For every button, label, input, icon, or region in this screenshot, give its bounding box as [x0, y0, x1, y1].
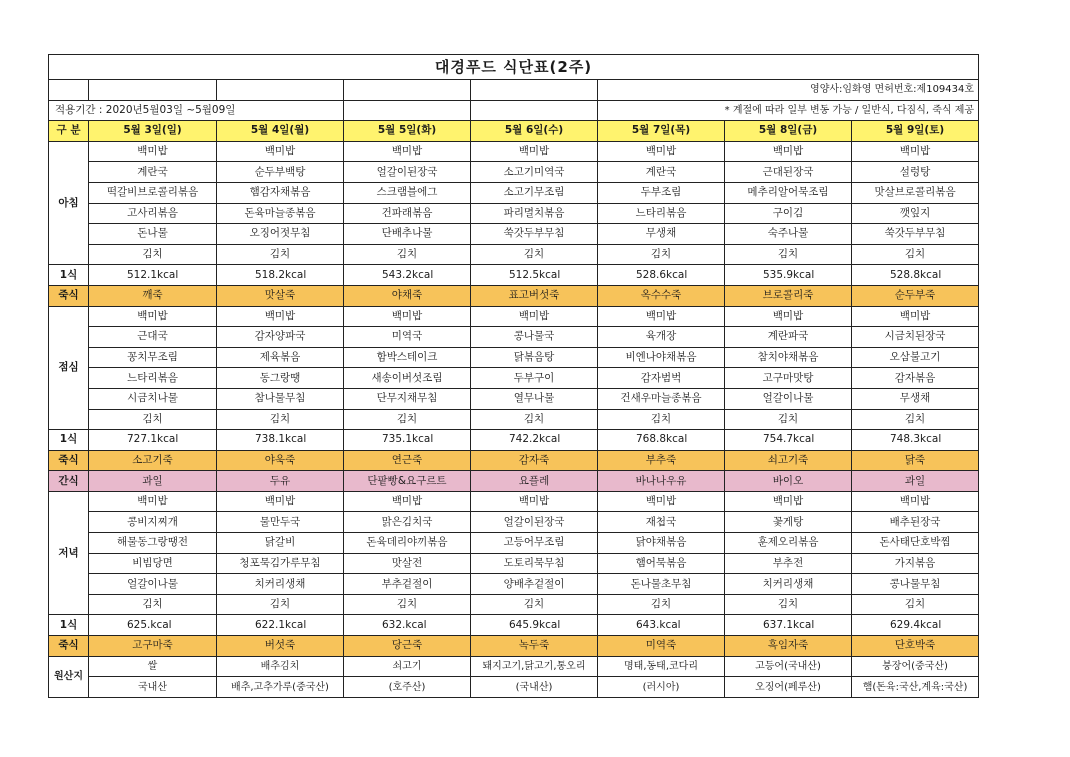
breakfast-row	[49, 182, 979, 203]
menu-item: 가지볶음	[852, 553, 979, 574]
porridge-item: 소고기죽	[89, 450, 217, 471]
menu-item: 비빔당면	[89, 553, 217, 574]
menu-item: 얼갈이나물	[89, 574, 217, 595]
menu-item: 고사리볶음	[89, 203, 217, 224]
snack-row	[49, 471, 979, 492]
lunch-label: 점심	[49, 306, 89, 430]
porridge-item: 녹두죽	[471, 636, 598, 657]
menu-item: 동그랑땡	[217, 368, 344, 389]
porridge-item: 버섯죽	[217, 636, 344, 657]
menu-item: 김치	[89, 594, 217, 615]
porridge-item: 순두부죽	[852, 285, 979, 306]
menu-item: 돈육마늘종볶음	[217, 203, 344, 224]
menu-item: 백미밥	[344, 141, 471, 162]
menu-item: 돈육데리야끼볶음	[344, 533, 471, 554]
menu-item: 메추리알어묵조림	[725, 182, 852, 203]
lunch-row	[49, 347, 979, 368]
breakfast-row	[49, 141, 979, 162]
origin-label: 원산지	[49, 656, 89, 697]
menu-item: 닭갈비	[217, 533, 344, 554]
menu-item: 백미밥	[344, 306, 471, 327]
menu-item: 스크램블에그	[344, 182, 471, 203]
nutritionist-info: 영양사:임화영 면허번호:제109434호	[598, 80, 979, 101]
snack-item: 두유	[217, 471, 344, 492]
menu-item: 백미밥	[852, 491, 979, 512]
menu-item: 돈나물초무침	[598, 574, 725, 595]
breakfast-kcal-row	[49, 265, 979, 286]
menu-item: 백미밥	[89, 306, 217, 327]
origin-item: 돼지고기,닭고기,통오리	[471, 656, 598, 677]
menu-item: 김치	[89, 409, 217, 430]
menu-item: 소고기무조림	[471, 182, 598, 203]
kcal-value: 637.1kcal	[725, 615, 852, 636]
snack-item: 요플레	[471, 471, 598, 492]
kcal-label: 1식	[49, 265, 89, 286]
menu-item: 얼갈이된장국	[344, 162, 471, 183]
menu-item: 백미밥	[471, 491, 598, 512]
menu-item: 건파래볶음	[344, 203, 471, 224]
snack-item: 과일	[89, 471, 217, 492]
menu-item: 순두부백탕	[217, 162, 344, 183]
menu-item: 물만두국	[217, 512, 344, 533]
snack-item: 과일	[852, 471, 979, 492]
menu-item: 청포묵김가루무침	[217, 553, 344, 574]
menu-item: 참나물무침	[217, 388, 344, 409]
menu-item: 백미밥	[725, 141, 852, 162]
menu-item: 김치	[725, 594, 852, 615]
menu-item: 참치야채볶음	[725, 347, 852, 368]
menu-item: 백미밥	[598, 306, 725, 327]
menu-item: 파리멸치볶음	[471, 203, 598, 224]
day-header: 5월 3일(일)	[89, 121, 217, 142]
meal-plan-table	[48, 54, 979, 698]
menu-item: 콩비지찌개	[89, 512, 217, 533]
menu-item: 계란국	[89, 162, 217, 183]
menu-item: 김치	[598, 244, 725, 265]
menu-item: 백미밥	[217, 141, 344, 162]
menu-item: 부추겉절이	[344, 574, 471, 595]
snack-item: 단팥빵&요구르트	[344, 471, 471, 492]
dinner-row	[49, 491, 979, 512]
day-header: 5월 4일(월)	[217, 121, 344, 142]
menu-item: 백미밥	[725, 306, 852, 327]
kcal-value: 528.6kcal	[598, 265, 725, 286]
menu-item: 백미밥	[471, 141, 598, 162]
porridge-item: 당근죽	[344, 636, 471, 657]
menu-item: 시금치된장국	[852, 327, 979, 348]
snack-item: 바이오	[725, 471, 852, 492]
porridge-item: 미역죽	[598, 636, 725, 657]
porridge-item: 감자죽	[471, 450, 598, 471]
menu-item: 김치	[725, 244, 852, 265]
menu-item: 소고기미역국	[471, 162, 598, 183]
dinner-row	[49, 594, 979, 615]
menu-item: 해물동그랑땡전	[89, 533, 217, 554]
page-title: 대경푸드 식단표(2주)	[49, 55, 979, 80]
menu-item: 김치	[852, 594, 979, 615]
menu-item: 감자볶음	[852, 368, 979, 389]
menu-item: 김치	[344, 409, 471, 430]
origin-row	[49, 677, 979, 698]
day-header: 5월 6일(수)	[471, 121, 598, 142]
menu-item: 김치	[471, 409, 598, 430]
origin-item: 명태,동태,코다리	[598, 656, 725, 677]
lunch-kcal-row	[49, 430, 979, 451]
porridge-item: 표고버섯죽	[471, 285, 598, 306]
origin-item: 배추김치	[217, 656, 344, 677]
dinner-porridge-row	[49, 636, 979, 657]
breakfast-row	[49, 203, 979, 224]
kcal-value: 512.1kcal	[89, 265, 217, 286]
origin-item: 쌀	[89, 656, 217, 677]
period-text: 적용기간 : 2020년5월03일 ~5월09일	[49, 100, 344, 121]
menu-item: 백미밥	[852, 141, 979, 162]
breakfast-label: 아침	[49, 141, 89, 265]
origin-item: 오징어(페루산)	[725, 677, 852, 698]
menu-item: 육개장	[598, 327, 725, 348]
menu-item: 닭야채볶음	[598, 533, 725, 554]
menu-item: 백미밥	[852, 306, 979, 327]
menu-item: 양배추겉절이	[471, 574, 598, 595]
menu-item: 맛살브로콜리볶음	[852, 182, 979, 203]
porridge-item: 단호박죽	[852, 636, 979, 657]
porridge-label: 죽식	[49, 636, 89, 657]
menu-item: 오징어젓무침	[217, 224, 344, 245]
kcal-value: 632.kcal	[344, 615, 471, 636]
kcal-value: 543.2kcal	[344, 265, 471, 286]
menu-item: 느타리볶음	[598, 203, 725, 224]
snack-label: 간식	[49, 471, 89, 492]
dinner-row	[49, 574, 979, 595]
menu-item: 치커리생채	[725, 574, 852, 595]
menu-item: 맑은김치국	[344, 512, 471, 533]
menu-item: 숙주나물	[725, 224, 852, 245]
origin-item: (국내산)	[471, 677, 598, 698]
menu-item: 열무나물	[471, 388, 598, 409]
menu-item: 쑥갓두부무침	[471, 224, 598, 245]
menu-item: 닭볶음탕	[471, 347, 598, 368]
origin-item: 배추,고추가루(중국산)	[217, 677, 344, 698]
porridge-label: 죽식	[49, 450, 89, 471]
kcal-value: 643.kcal	[598, 615, 725, 636]
kcal-value: 727.1kcal	[89, 430, 217, 451]
menu-item: 김치	[852, 409, 979, 430]
lunch-row	[49, 388, 979, 409]
menu-item: 배추된장국	[852, 512, 979, 533]
menu-item: 김치	[344, 594, 471, 615]
origin-item: 쇠고기	[344, 656, 471, 677]
menu-item: 훈제오리볶음	[725, 533, 852, 554]
menu-item: 콩나물무침	[852, 574, 979, 595]
porridge-item: 연근죽	[344, 450, 471, 471]
menu-item: 치커리생채	[217, 574, 344, 595]
menu-item: 맛살전	[344, 553, 471, 574]
dinner-label: 저녁	[49, 491, 89, 615]
kcal-value: 735.1kcal	[344, 430, 471, 451]
menu-item: 계란파국	[725, 327, 852, 348]
menu-item: 얼갈이된장국	[471, 512, 598, 533]
breakfast-row	[49, 224, 979, 245]
kcal-value: 528.8kcal	[852, 265, 979, 286]
origin-item: 국내산	[89, 677, 217, 698]
menu-item: 깻잎지	[852, 203, 979, 224]
menu-item: 부추전	[725, 553, 852, 574]
menu-item: 돈사태단호박찜	[852, 533, 979, 554]
menu-item: 백미밥	[598, 141, 725, 162]
dinner-row	[49, 553, 979, 574]
kcal-value: 535.9kcal	[725, 265, 852, 286]
menu-item: 근대국	[89, 327, 217, 348]
breakfast-porridge-row	[49, 285, 979, 306]
menu-item: 떡갈비브로콜리볶음	[89, 182, 217, 203]
menu-item: 얼갈이나물	[725, 388, 852, 409]
lunch-row	[49, 409, 979, 430]
menu-item: 김치	[217, 594, 344, 615]
menu-item: 백미밥	[217, 306, 344, 327]
menu-item: 도토리묵무침	[471, 553, 598, 574]
origin-item: 고등어(국내산)	[725, 656, 852, 677]
menu-item: 햄감자채볶음	[217, 182, 344, 203]
day-header: 5월 5일(화)	[344, 121, 471, 142]
menu-item: 꽃게탕	[725, 512, 852, 533]
menu-item: 김치	[852, 244, 979, 265]
porridge-item: 브로콜리죽	[725, 285, 852, 306]
menu-item: 미역국	[344, 327, 471, 348]
origin-item: 햄(돈육:국산,계육:국산)	[852, 677, 979, 698]
snack-item: 바나나우유	[598, 471, 725, 492]
kcal-value: 754.7kcal	[725, 430, 852, 451]
menu-item: 두부구이	[471, 368, 598, 389]
menu-item: 돈나물	[89, 224, 217, 245]
menu-item: 김치	[598, 594, 725, 615]
menu-item: 햄어묵볶음	[598, 553, 725, 574]
kcal-label: 1식	[49, 430, 89, 451]
porridge-item: 쇠고기죽	[725, 450, 852, 471]
lunch-row	[49, 368, 979, 389]
porridge-label: 죽식	[49, 285, 89, 306]
porridge-item: 야욱죽	[217, 450, 344, 471]
menu-item: 구이김	[725, 203, 852, 224]
menu-item: 단무지채무침	[344, 388, 471, 409]
menu-item: 두부조림	[598, 182, 725, 203]
menu-item: 김치	[471, 594, 598, 615]
lunch-row	[49, 327, 979, 348]
menu-item: 함박스테이크	[344, 347, 471, 368]
porridge-item: 옥수수죽	[598, 285, 725, 306]
kcal-value: 629.4kcal	[852, 615, 979, 636]
day-header: 5월 9일(토)	[852, 121, 979, 142]
porridge-item: 닭죽	[852, 450, 979, 471]
menu-item: 백미밥	[471, 306, 598, 327]
menu-item: 감자양파국	[217, 327, 344, 348]
kcal-value: 512.5kcal	[471, 265, 598, 286]
menu-item: 무생채	[598, 224, 725, 245]
porridge-item: 야채죽	[344, 285, 471, 306]
menu-item: 근대된장국	[725, 162, 852, 183]
menu-item: 김치	[89, 244, 217, 265]
menu-item: 백미밥	[598, 491, 725, 512]
menu-item: 느타리볶음	[89, 368, 217, 389]
porridge-item: 깨죽	[89, 285, 217, 306]
origin-item: (러시아)	[598, 677, 725, 698]
origin-item: 붕장어(중국산)	[852, 656, 979, 677]
menu-sheet	[48, 54, 978, 698]
menu-item: 김치	[344, 244, 471, 265]
kcal-value: 622.1kcal	[217, 615, 344, 636]
kcal-value: 742.2kcal	[471, 430, 598, 451]
menu-item: 쑥갓두부무침	[852, 224, 979, 245]
menu-item: 백미밥	[725, 491, 852, 512]
kcal-value: 625.kcal	[89, 615, 217, 636]
day-header: 5월 7일(목)	[598, 121, 725, 142]
breakfast-row	[49, 244, 979, 265]
menu-item: 백미밥	[89, 491, 217, 512]
category-header: 구 분	[49, 121, 89, 142]
menu-item: 백미밥	[217, 491, 344, 512]
menu-item: 제육볶음	[217, 347, 344, 368]
day-header: 5월 8일(금)	[725, 121, 852, 142]
dinner-row	[49, 533, 979, 554]
porridge-item: 흑임자죽	[725, 636, 852, 657]
menu-item: 건새우마늘종볶음	[598, 388, 725, 409]
menu-item: 김치	[471, 244, 598, 265]
menu-item: 고구마맛탕	[725, 368, 852, 389]
origin-row	[49, 656, 979, 677]
menu-item: 김치	[725, 409, 852, 430]
menu-item: 오삼불고기	[852, 347, 979, 368]
kcal-value: 768.8kcal	[598, 430, 725, 451]
kcal-value: 645.9kcal	[471, 615, 598, 636]
header-row	[49, 121, 979, 142]
kcal-value: 518.2kcal	[217, 265, 344, 286]
dinner-row	[49, 512, 979, 533]
menu-item: 김치	[598, 409, 725, 430]
menu-item: 계란국	[598, 162, 725, 183]
origin-item: (호주산)	[344, 677, 471, 698]
lunch-porridge-row	[49, 450, 979, 471]
menu-item: 꽁치무조림	[89, 347, 217, 368]
menu-item: 김치	[217, 409, 344, 430]
menu-item: 김치	[217, 244, 344, 265]
dinner-kcal-row	[49, 615, 979, 636]
menu-item: 시금치나물	[89, 388, 217, 409]
menu-item: 설렁탕	[852, 162, 979, 183]
porridge-item: 부추죽	[598, 450, 725, 471]
porridge-item: 고구마죽	[89, 636, 217, 657]
menu-item: 콩나물국	[471, 327, 598, 348]
menu-item: 감자범벅	[598, 368, 725, 389]
menu-item: 비엔나야채볶음	[598, 347, 725, 368]
notice-text: * 계절에 따라 일부 변동 가능 / 일반식, 다짐식, 죽식 제공	[598, 100, 979, 121]
kcal-value: 738.1kcal	[217, 430, 344, 451]
porridge-item: 맛살죽	[217, 285, 344, 306]
menu-item: 단배추나물	[344, 224, 471, 245]
breakfast-row	[49, 162, 979, 183]
menu-item: 무생채	[852, 388, 979, 409]
menu-item: 백미밥	[344, 491, 471, 512]
menu-item: 고등어무조림	[471, 533, 598, 554]
menu-item: 재첩국	[598, 512, 725, 533]
kcal-label: 1식	[49, 615, 89, 636]
menu-item: 백미밥	[89, 141, 217, 162]
kcal-value: 748.3kcal	[852, 430, 979, 451]
lunch-row	[49, 306, 979, 327]
menu-item: 새송이버섯조림	[344, 368, 471, 389]
